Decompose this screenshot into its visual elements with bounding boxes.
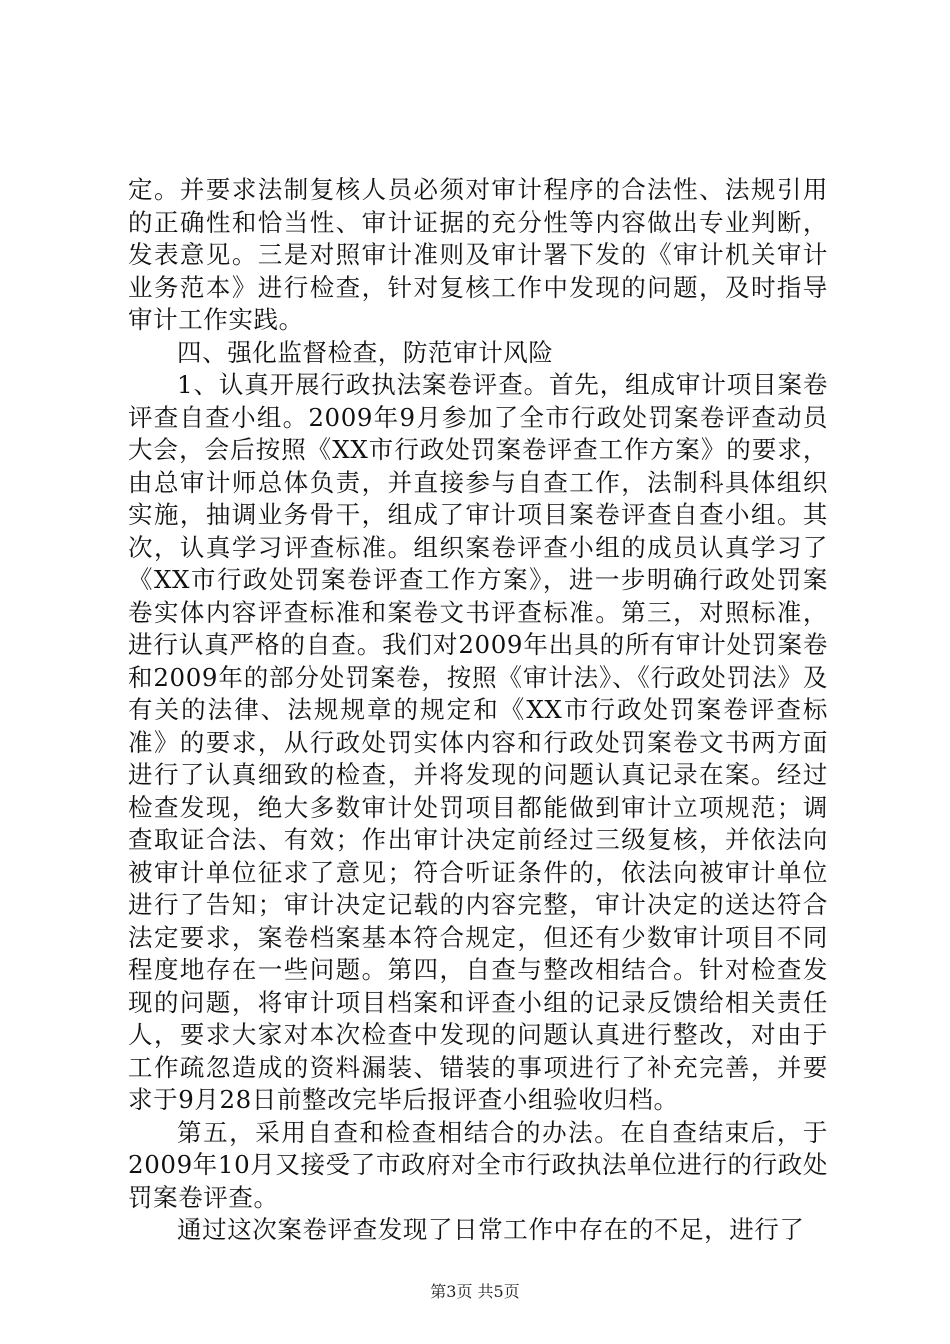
page-number-footer: 第3页 共5页: [430, 1282, 520, 1301]
paragraph: 1、认真开展行政执法案卷评查。首先，组成审计项目案卷评查自查小组。2009年9月参加了全市行政处罚案卷评查动员大会，会后按照《XX市行政处罚案卷评查工作方案》的要求，由总审计师总体负责，并直接参与自查工作，法制科具体组织实施，抽调业务骨干，组成了审计项目案卷评查自查小组。其次，认真学习评查标准。组织案卷评查小组的成员认真学习了《XX市行政处罚案卷评查工作方案》，进一步明确行政处罚案卷实体内容评查标准和案卷文书评查标准。第三，对照标准，进行认真严格的自查。我们对2009年出具的所有审计处罚案卷和2009年的部分处罚案卷，按照《审计法》、《行政处罚法》及有关的法律、法规规章的规定和《XX市行政处罚案卷评查标准》的要求，从行政处罚实体内容和行政处罚案卷文书两方面进行了认真细致的检查，并将发现的问题认真记录在案。经过检查发现，绝大多数审计处罚项目都能做到审计立项规范；调查取证合法、有效；作出审计决定前经过三级复核，并依法向被审计单位征求了意见；符合听证条件的，依法向被审计单位进行了告知；审计决定记载的内容完整，审计决定的送达符合法定要求，案卷档案基本符合规定，但还有少数审计项目不同程度地存在一些问题。第四，自查与整改相结合。针对检查发现的问题，将审计项目档案和评查小组的记录反馈给相关责任人，要求大家对本次检查中发现的问题认真进行整改，对由于工作疏忽造成的资料漏装、错装的事项进行了补充完善，并要求于9月28日前整改完毕后报评查小组验收归档。: [128, 370, 828, 1114]
document-body: [128, 174, 828, 1247]
paragraph: 定。并要求法制复核人员必须对审计程序的合法性、法规引用的正确性和恰当性、审计证据的充分性等内容做出专业判断，发表意见。三是对照审计准则及审计署下发的《审计机关审计业务范本》进行检查，针对复核工作中发现的问题，及时指导审计工作实践。: [128, 175, 828, 334]
paragraph: 第五，采用自查和检查相结合的办法。在自查结束后，于2009年10月又接受了市政府对全市行政执法单位进行的行政处罚案卷评查。: [128, 1117, 828, 1212]
section-heading: 四、强化监督检查，防范审计风险: [177, 337, 554, 367]
paragraph: 通过这次案卷评查发现了日常工作中存在的不足，进行了: [177, 1215, 805, 1244]
